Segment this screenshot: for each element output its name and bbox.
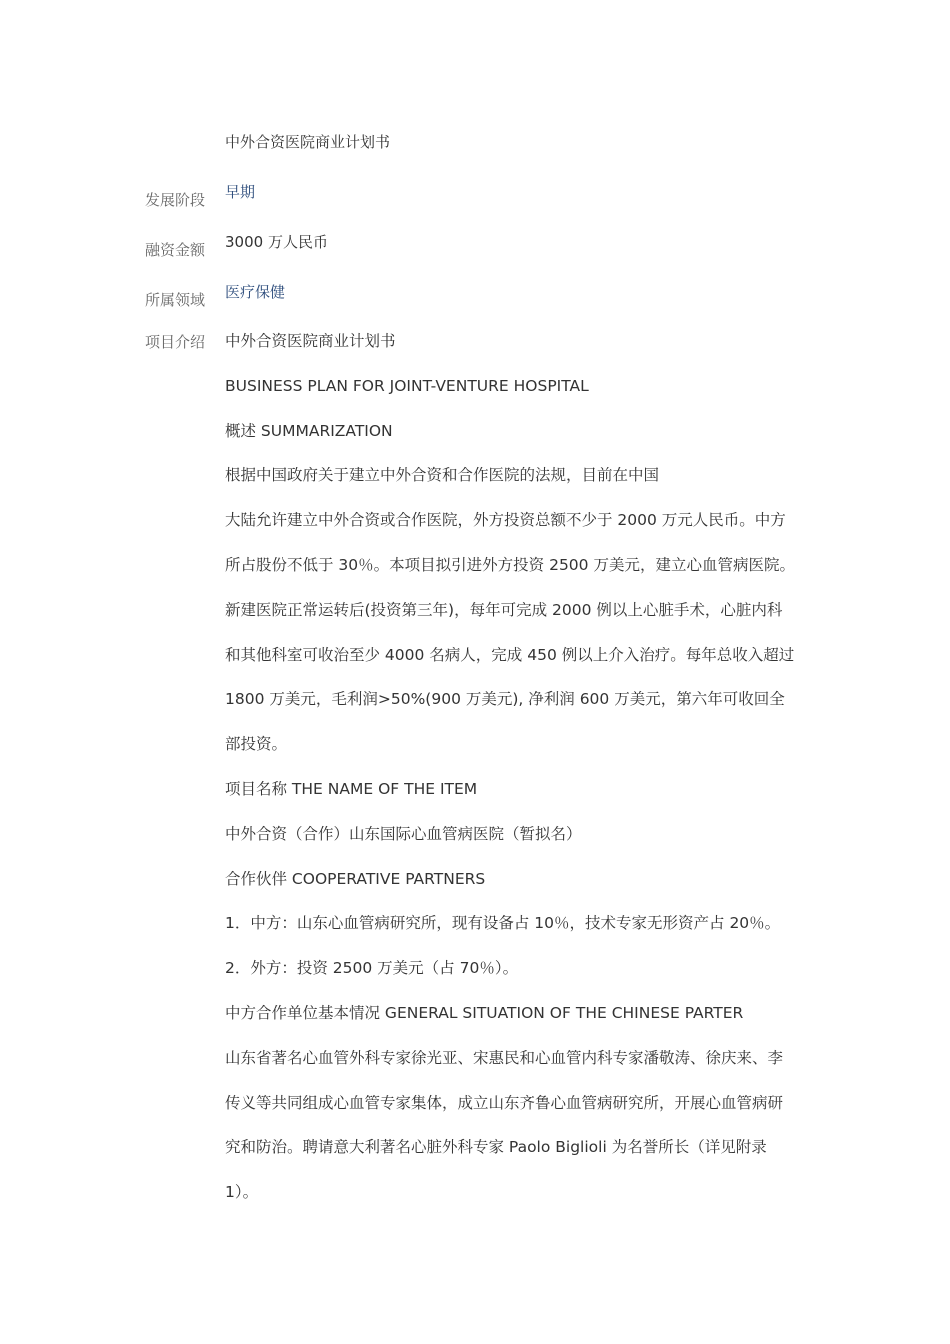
page-title: 中外合资医院商业计划书 bbox=[225, 133, 391, 151]
text-line: 部投资。 bbox=[225, 735, 288, 754]
text-line: 究和防治。聘请意大利著名心脏外科专家 Paolo Biglioli 为名誉所长（详见附录 bbox=[225, 1138, 767, 1157]
meta-row-field bbox=[0, 281, 950, 307]
text-line: 和其他科室可收治至少 4000 名病人，完成 450 例以上介入治疗。每年总收入超过 bbox=[225, 645, 795, 664]
text-line: 1．中方：山东心血管病研究所，现有设备占 10％，技术专家无形资产占 20％。 bbox=[225, 914, 781, 933]
field-label: 所属领域 bbox=[145, 291, 206, 309]
text-line: 所占股份不低于 30％。本项目拟引进外方投资 2500 万美元，建立心血管病医院。 bbox=[225, 555, 795, 574]
text-line: 中外合资医院商业计划书 bbox=[225, 332, 396, 350]
field-value-link[interactable]: 医疗保健 bbox=[225, 283, 286, 301]
intro-label: 项目介绍 bbox=[145, 333, 206, 351]
amount-label: 融资金额 bbox=[145, 241, 206, 259]
text-line: 新建医院正常运转后(投资第三年)，每年可完成 2000 例以上心脏手术，心脏内科 bbox=[225, 600, 783, 619]
text-line: 传义等共同组成心血管专家集体，成立山东齐鲁心血管病研究所，开展心血管病研 bbox=[225, 1093, 784, 1112]
text-line: BUSINESS PLAN FOR JOINT-VENTURE HOSPITAL bbox=[225, 376, 589, 395]
text-line: 1）。 bbox=[225, 1183, 259, 1202]
text-line: 根据中国政府关于建立中外合资和合作医院的法规，目前在中国 bbox=[225, 466, 660, 485]
text-line: 中外合资（合作）山东国际心血管病医院（暂拟名） bbox=[225, 824, 582, 843]
text-line: 山东省著名心血管外科专家徐光亚、宋惠民和心血管内科专家潘敬涛、徐庆来、李 bbox=[225, 1048, 784, 1067]
text-line: 1800 万美元，毛利润>50%(900 万美元), 净利润 600 万美元，第六年可收回全 bbox=[225, 690, 785, 709]
text-line: 2．外方：投资 2500 万美元（占 70％）。 bbox=[225, 959, 519, 978]
stage-label: 发展阶段 bbox=[145, 191, 206, 209]
stage-value-link[interactable]: 早期 bbox=[225, 183, 256, 201]
text-line: 概述 SUMMARIZATION bbox=[225, 421, 393, 440]
project-intro-content bbox=[225, 331, 825, 1227]
meta-row-stage bbox=[0, 181, 950, 207]
text-line: 中方合作单位基本情况 GENERAL SITUATION OF THE CHINESE PARTER bbox=[225, 1003, 744, 1022]
text-line: 大陆允许建立中外合资或合作医院，外方投资总额不少于 2000 万元人民币。中方 bbox=[225, 511, 786, 530]
text-line: 项目名称 THE NAME OF THE ITEM bbox=[225, 779, 478, 798]
text-line: 合作伙伴 COOPERATIVE PARTNERS bbox=[225, 869, 486, 888]
meta-row-amount bbox=[0, 231, 950, 257]
amount-value: 3000 万人民币 bbox=[225, 233, 328, 251]
